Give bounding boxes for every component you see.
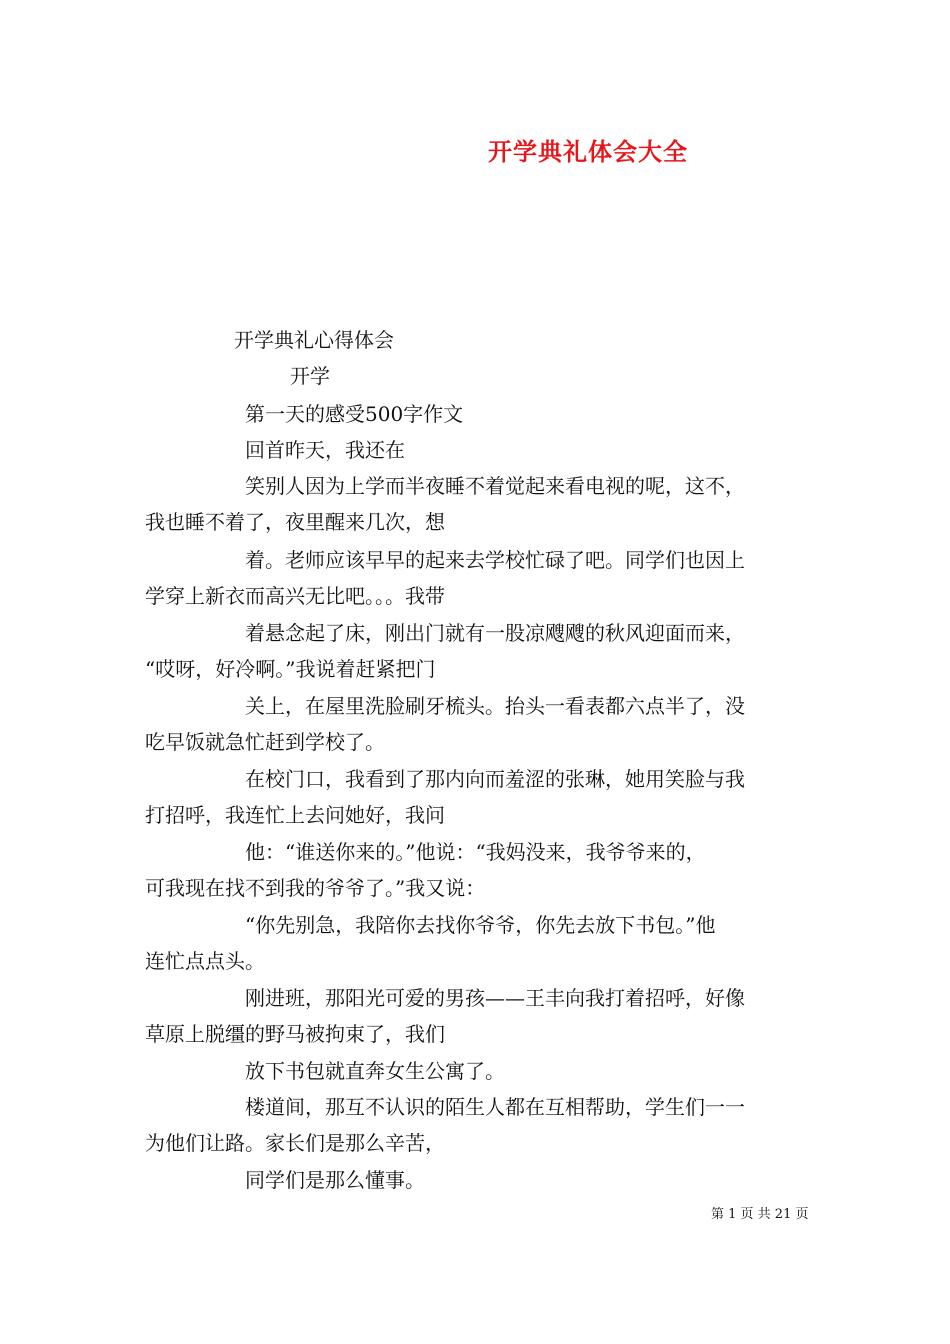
text-line: 吃早饭就急忙赶到学校了。 (145, 730, 385, 754)
text-line: 着悬念起了床，刚出门就有一股凉飕飕的秋风迎面而来， (245, 621, 745, 645)
text-line: 着。老师应该早早的起来去学校忙碌了吧。同学们也因上 (245, 548, 745, 572)
page-footer: 第 1 页 共 21 页 (711, 1207, 809, 1222)
text-line: 为他们让路。家长们是那么辛苦， (145, 1131, 445, 1155)
text-line: 笑别人因为上学而半夜睡不着觉起来看电视的呢，这不， (245, 474, 745, 498)
text-line: 打招呼，我连忙上去问她好，我问 (145, 803, 445, 827)
text-line: 学穿上新衣而高兴无比吧。。。我带 (145, 584, 445, 608)
text-line: 第一天的感受500字作文 (245, 402, 464, 426)
text-line: 同学们是那么懂事。 (245, 1168, 425, 1192)
text-line: 可我现在找不到我的爷爷了。”我又说： (145, 876, 486, 900)
text-line: 他：“谁送你来的。”他说：“我妈没来，我爷爷来的， (245, 840, 706, 864)
text-line: 回首昨天，我还在 (245, 438, 405, 462)
text-line: “你先别急，我陪你去找你爷爷，你先去放下书包。”他 (245, 913, 716, 937)
text-line: 连忙点点头。 (145, 949, 265, 973)
text-line: 关上，在屋里洗脸刷牙梳头。抬头一看表都六点半了，没 (245, 694, 745, 718)
text-line: 刚进班，那阳光可爱的男孩——王丰向我打着招呼，好像 (245, 986, 745, 1010)
text-line: 在校门口，我看到了那内向而羞涩的张琳，她用笑脸与我 (245, 767, 745, 791)
text-line: 楼道间，那互不认识的陌生人都在互相帮助，学生们一一 (245, 1095, 745, 1119)
text-line: “哎呀，好冷啊。”我说着赶紧把门 (145, 657, 436, 681)
text-line: 我也睡不着了，夜里醒来几次，想 (145, 510, 445, 534)
text-line: 放下书包就直奔女生公寓了。 (245, 1059, 505, 1083)
document-title: 开学典礼体会大全 (488, 137, 688, 166)
text-line: 开学典礼心得体会 (234, 328, 394, 352)
text-line: 草原上脱缰的野马被拘束了，我们 (145, 1022, 445, 1046)
text-line: 开学 (290, 364, 330, 388)
